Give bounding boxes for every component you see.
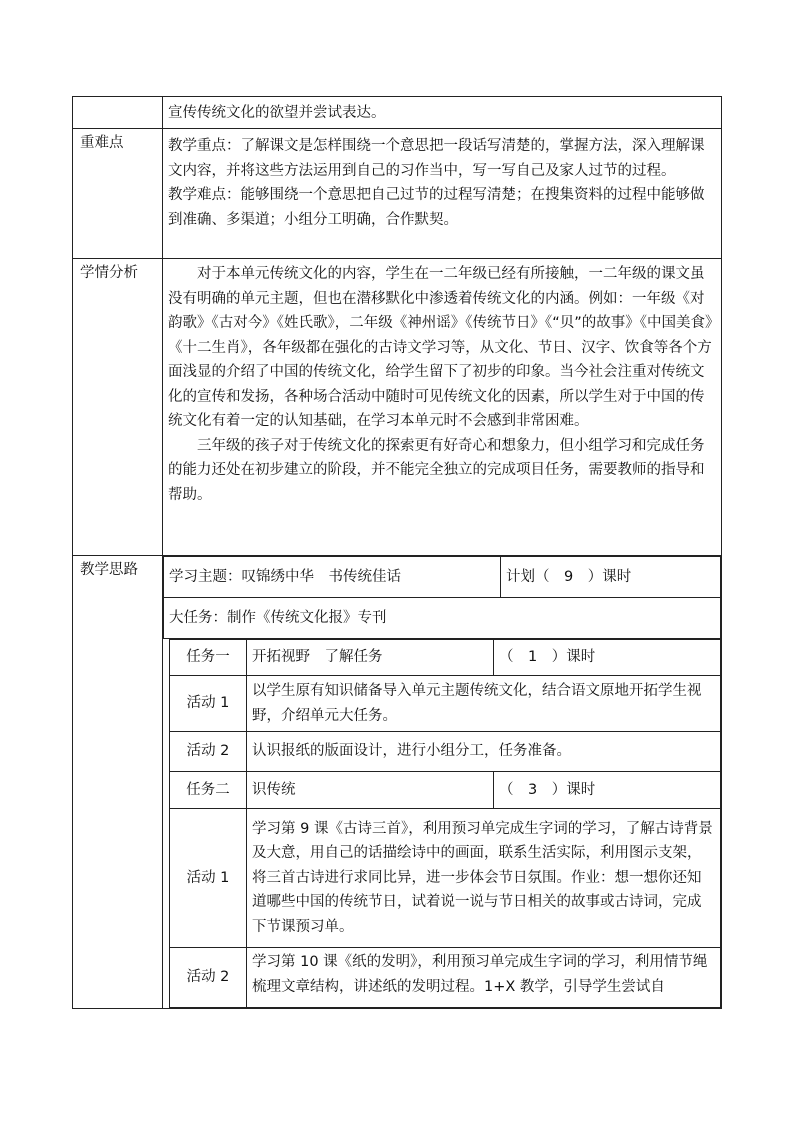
goal-continuation-text: 宣传传统文化的欲望并尝试表达。	[168, 105, 386, 121]
task-row	[170, 640, 721, 676]
task-1-title: 开拓视野 了解任务	[247, 640, 494, 676]
task-row	[170, 772, 721, 809]
analysis-paragraph-1: 对于本单元传统文化的内容，学生在一二年级已经有所接触，一二年级的课文虽没有明确的单元主题，但也在潜移默化中渗透着传统文化的内涵。例如：一年级《对韵歌》《古对今》《姓氏歌》，二年级《神州谣》《传统节日》《“贝”的故事》《中国美食》《十二生肖》，各年级都在强化的古诗文学习等，从文化、节日、汉字、饮食等各个方面浅显的介绍了中国的传统文化，给学生留下了初步的印象。当今社会注重对传统文化的宣传和发扬，各种场合活动中随时可见传统文化的因素，所以学生对于中国的传统文化有着一定的认知基础，在学习本单元时不会感到非常困难。	[168, 266, 713, 429]
approach-theme-table	[163, 556, 721, 639]
approach-row	[73, 556, 722, 1009]
task-1-activity-2-name: 活动 2	[170, 732, 247, 772]
task-2-activity-2-name: 活动 2	[170, 948, 247, 1008]
task-1-activity-2-text: 认识报纸的版面设计，进行小组分工，任务准备。	[247, 732, 721, 772]
row-label-difficulty: 重难点	[73, 129, 163, 259]
row-label-approach: 教学思路	[73, 556, 163, 1009]
theme-row	[164, 557, 721, 598]
task-1-activity-1-name: 活动 1	[170, 676, 247, 732]
task-2-activity-1-text: 学习第 9 课《古诗三首》，利用预习单完成生字词的学习，了解古诗背景及大意，用自己的话描绘诗中的画面，联系生活实际，利用图示支架，将三首古诗进行求同比异，进一步体会节日氛围。作业：想一想你还知道哪些中国的传统节日，试着说一说与节日相关的故事或古诗词，完成下节课预习单。	[247, 809, 721, 948]
difficulty-row	[73, 129, 722, 259]
teaching-difficulty-text: 教学难点：能够围绕一个意思把自己过节的过程写清楚；在搜集资料的过程中能够做到准确、多渠道；小组分工明确，合作默契。	[168, 187, 705, 228]
activity-row	[170, 732, 721, 772]
goal-continuation-row	[73, 97, 722, 129]
row-label-empty	[73, 97, 163, 129]
analysis-paragraph-2: 三年级的孩子对于传统文化的探索更有好奇心和想象力，但小组学习和完成任务的能力还处在初步建立的阶段，并不能完全独立的完成项目任务，需要教师的指导和帮助。	[168, 437, 705, 503]
teaching-focus-text: 教学重点：了解课文是怎样围绕一个意思把一段话写清楚的，掌握方法，深入理解课文内容，并将这些方法运用到自己的习作当中，写一写自己及家人过节的过程。	[168, 138, 705, 179]
activity-row	[170, 809, 721, 948]
task-2-activity-1-name: 活动 1	[170, 809, 247, 948]
task-2-activity-2-text: 学习第 10 课《纸的发明》，利用预习单完成生字词的学习，利用情节绳梳理文章结构，讲述纸的发明过程。1+X 教学，引导学生尝试自	[247, 948, 721, 1008]
lesson-plan-table	[72, 96, 722, 1009]
activity-row	[170, 948, 721, 1008]
row-label-analysis: 学情分析	[73, 259, 163, 556]
activity-row	[170, 676, 721, 732]
big-task-row	[164, 598, 721, 639]
task-1-name: 任务一	[170, 640, 247, 676]
task-1-hours: （ 1 ）课时	[494, 640, 721, 676]
big-task-text: 大任务：制作《传统文化报》专刊	[164, 598, 721, 639]
task-2-name: 任务二	[170, 772, 247, 809]
task-table	[169, 639, 721, 1008]
plan-hours-text: 计划（ 9 ）课时	[501, 557, 721, 598]
approach-content-cell	[163, 556, 722, 1009]
task-2-title: 识传统	[247, 772, 494, 809]
task-2-hours: （ 3 ）课时	[494, 772, 721, 809]
task-1-activity-1-text: 以学生原有知识储备导入单元主题传统文化，结合语文原地开拓学生视野，介绍单元大任务。	[247, 676, 721, 732]
learning-theme-text: 学习主题：叹锦绣中华 书传统佳话	[164, 557, 501, 598]
analysis-row	[73, 259, 722, 556]
